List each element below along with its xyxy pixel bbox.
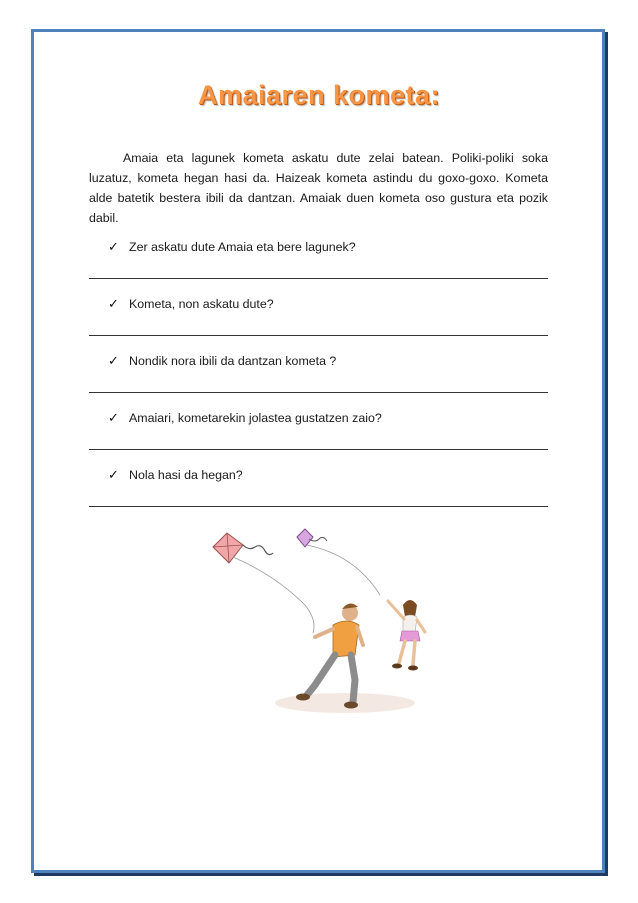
question-1	[108, 239, 356, 255]
question-5	[108, 467, 243, 483]
kite-string-right	[307, 545, 380, 595]
kite-left-icon	[213, 533, 273, 563]
kite-right-icon	[297, 529, 327, 547]
check-icon: ✓	[108, 296, 119, 311]
answer-line-1	[89, 278, 548, 279]
question-4	[108, 410, 382, 426]
page-title: Amaiaren kometa:	[197, 80, 441, 110]
answer-line-2	[89, 335, 548, 336]
boy-figure	[296, 603, 363, 708]
kite-illustration	[205, 525, 435, 720]
question-text: Nondik nora ibili da dantzan kometa ?	[129, 354, 337, 368]
ground-shadow	[275, 693, 415, 713]
question-3	[108, 353, 336, 369]
question-text: Kometa, non askatu dute?	[129, 297, 274, 311]
girl-figure	[388, 600, 425, 671]
kite-string-left	[233, 557, 314, 633]
question-text: Amaiari, kometarekin jolastea gustatzen zaio?	[129, 411, 382, 425]
question-2	[108, 296, 274, 312]
check-icon: ✓	[108, 467, 119, 482]
answer-line-5	[89, 506, 548, 507]
check-icon: ✓	[108, 239, 119, 254]
question-text: Nola hasi da hegan?	[129, 468, 243, 482]
check-icon: ✓	[108, 353, 119, 368]
check-icon: ✓	[108, 410, 119, 425]
question-text: Zer askatu dute Amaia eta bere lagunek?	[129, 240, 356, 254]
intro-paragraph: Amaia eta lagunek kometa askatu dute zelai batean. Poliki-poliki soka luzatuz, kometa hegan hasi da. Haizeak kometa astindu du goxo-goxo. Kometa alde batetik bestera ibili da dantzan. Amaiak duen kometa oso gustura eta pozik dabil.	[89, 151, 548, 225]
answer-line-4	[89, 449, 548, 450]
answer-line-3	[89, 392, 548, 393]
